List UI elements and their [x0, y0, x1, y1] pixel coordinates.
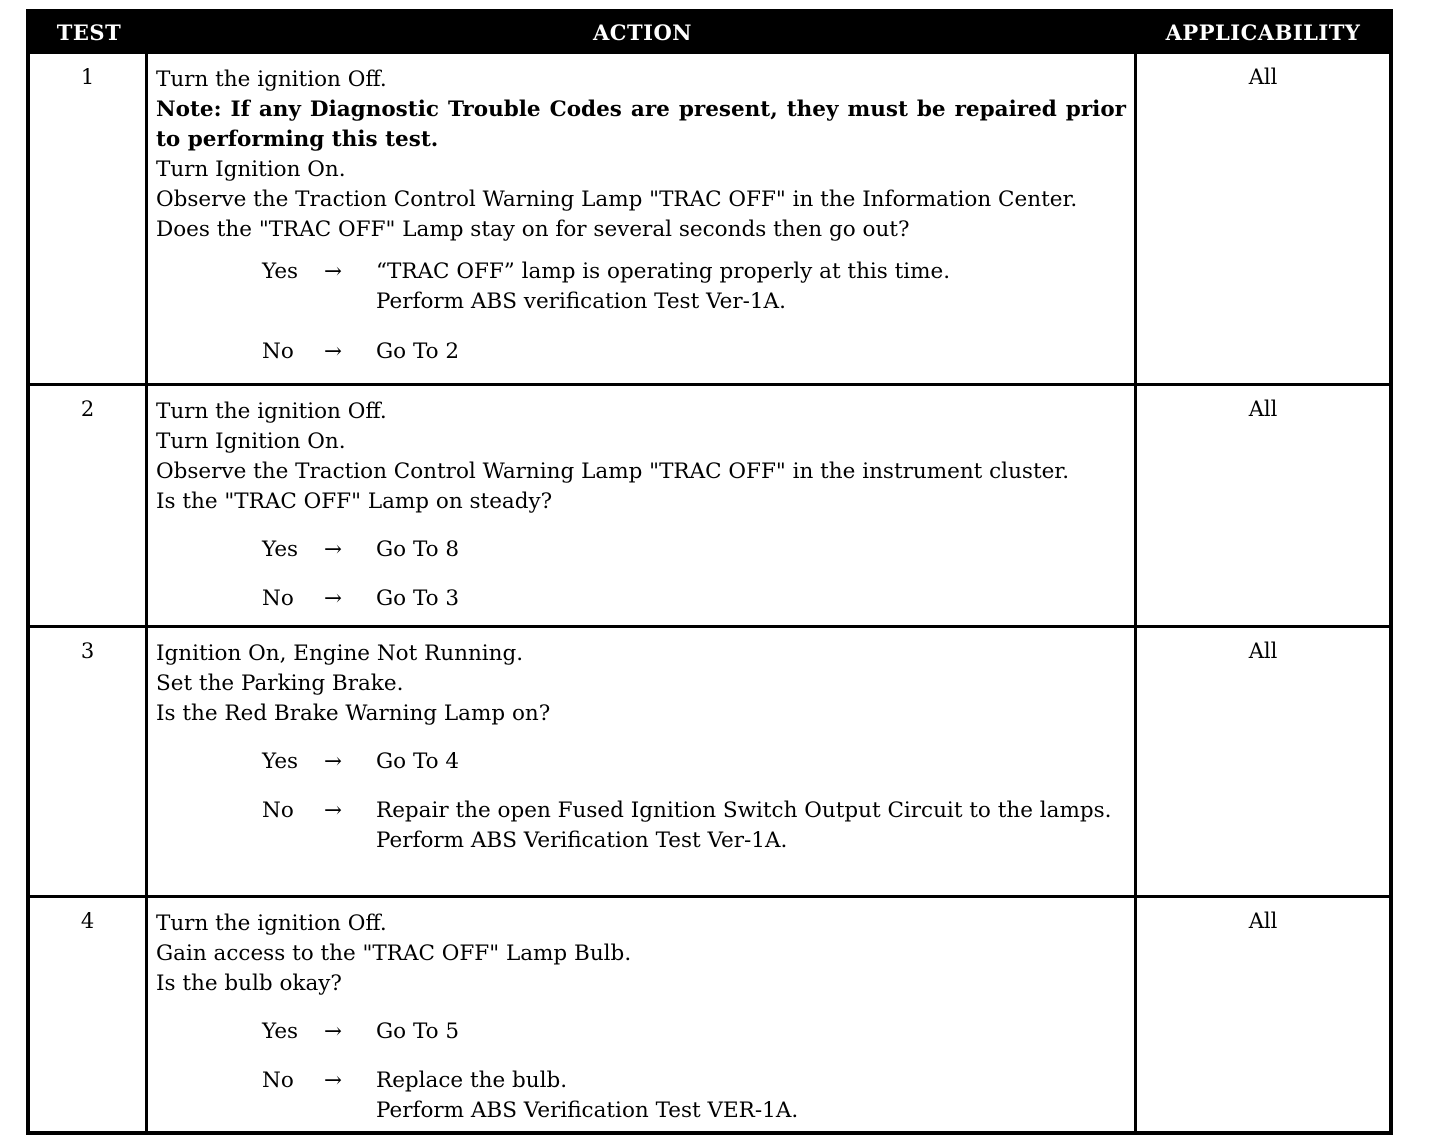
result-line: Go To 3	[376, 586, 460, 611]
action-line: Observe the Traction Control Warning Lamp "TRAC OFF" in the instrument cluster.	[156, 459, 1070, 484]
arrow-icon: →	[324, 259, 343, 284]
action-line: Set the Parking Brake.	[156, 671, 404, 696]
result-line: Go To 5	[376, 1019, 460, 1044]
arrow-icon: →	[324, 586, 343, 611]
result-line: Replace the bulb.	[376, 1068, 568, 1093]
result-text	[376, 584, 1126, 614]
result-label: Yes	[262, 537, 299, 562]
action-cell	[148, 628, 1137, 895]
result-line: Go To 4	[376, 749, 460, 774]
result-text	[376, 337, 1126, 367]
arrow-icon: →	[324, 1068, 343, 1093]
header-test: TEST	[56, 19, 122, 45]
result-no	[156, 1066, 1126, 1126]
action-line: Turn Ignition On.	[156, 429, 346, 454]
arrow-icon: →	[324, 749, 343, 774]
action-line: Turn the ignition Off.	[156, 399, 387, 424]
applicability-cell: All	[1248, 639, 1278, 663]
result-label: No	[262, 586, 294, 611]
test-number: 1	[30, 54, 148, 383]
result-text	[376, 1017, 1126, 1047]
result-line: Perform ABS verification Test Ver-1A.	[376, 289, 786, 314]
action-line: Is the "TRAC OFF" Lamp on steady?	[156, 489, 553, 514]
action-line: Observe the Traction Control Warning Lamp "TRAC OFF" in the Information Center.	[156, 187, 1078, 212]
result-no	[156, 796, 1126, 856]
result-text	[376, 535, 1126, 565]
action-cell	[148, 898, 1137, 1132]
result-no	[156, 337, 1126, 367]
result-text	[376, 796, 1126, 856]
arrow-icon: →	[324, 537, 343, 562]
result-yes	[156, 535, 1126, 565]
arrow-icon: →	[324, 339, 343, 364]
action-line: Ignition On, Engine Not Running.	[156, 641, 524, 666]
action-line: Is the Red Brake Warning Lamp on?	[156, 701, 551, 726]
action-cell	[148, 386, 1137, 625]
result-line: Go To 2	[376, 339, 460, 364]
test-number: 4	[30, 898, 148, 1132]
result-label: Yes	[262, 1019, 299, 1044]
result-yes	[156, 257, 1126, 317]
result-line: Perform ABS Verification Test Ver-1A.	[376, 828, 788, 853]
arrow-icon: →	[324, 1019, 343, 1044]
result-yes	[156, 1017, 1126, 1047]
result-yes	[156, 747, 1126, 777]
table-row	[30, 625, 1389, 895]
table-row	[30, 51, 1389, 383]
table-header	[30, 13, 1389, 51]
applicability-cell: All	[1248, 909, 1278, 933]
action-line: Turn the ignition Off.	[156, 67, 387, 92]
applicability-cell: All	[1248, 397, 1278, 421]
result-label: No	[262, 1068, 294, 1093]
result-label: Yes	[262, 749, 299, 774]
action-line: Turn the ignition Off.	[156, 911, 387, 936]
action-line: Gain access to the "TRAC OFF" Lamp Bulb.	[156, 941, 632, 966]
result-line: Repair the open Fused Ignition Switch Output Circuit to the lamps.	[376, 798, 1112, 823]
table-row	[30, 895, 1389, 1132]
result-text	[376, 257, 1126, 317]
header-action: ACTION	[593, 19, 692, 45]
table-row	[30, 383, 1389, 625]
result-text	[376, 1066, 1126, 1126]
applicability-cell: All	[1248, 65, 1278, 89]
result-line: Perform ABS Verification Test VER-1A.	[376, 1098, 799, 1123]
result-label: Yes	[262, 259, 299, 284]
result-line: Go To 8	[376, 537, 460, 562]
test-number: 3	[30, 628, 148, 895]
action-note: Note: If any Diagnostic Trouble Codes are present, they must be repaired prior to performing this test.	[156, 97, 1126, 152]
arrow-icon: →	[324, 798, 343, 823]
result-text	[376, 747, 1126, 777]
action-line: Turn Ignition On.	[156, 157, 346, 182]
action-line: Does the "TRAC OFF" Lamp stay on for several seconds then go out?	[156, 217, 910, 242]
diagnostic-table	[26, 9, 1393, 1135]
action-line: Is the bulb okay?	[156, 971, 342, 996]
test-number: 2	[30, 386, 148, 625]
result-label: No	[262, 798, 294, 823]
result-line: “TRAC OFF” lamp is operating properly at this time.	[376, 259, 951, 284]
header-applicability: APPLICABILITY	[1165, 19, 1361, 45]
action-cell	[148, 54, 1137, 383]
result-no	[156, 584, 1126, 614]
result-label: No	[262, 339, 294, 364]
